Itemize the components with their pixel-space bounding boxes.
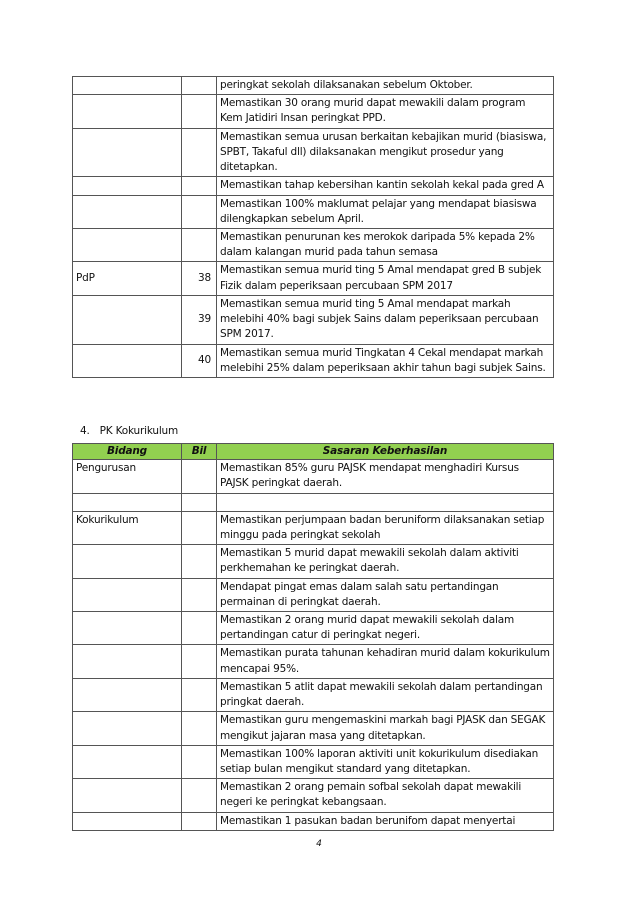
section-title: PK Kokurikulum xyxy=(99,425,179,437)
bil-cell xyxy=(182,511,217,544)
bidang-cell xyxy=(73,295,182,344)
section-heading xyxy=(80,424,178,439)
sasaran-cell: Memastikan perjumpaan badan beruniform dilaksanakan setiap minggu pada peringkat sekolah xyxy=(217,511,554,544)
bil-cell xyxy=(182,95,217,128)
bidang-cell xyxy=(73,745,182,778)
sasaran-cell: Memastikan guru mengemaskini markah bagi PJASK dan SEGAK mengikut jajaran masa yang ditetapkan. xyxy=(217,712,554,745)
table-row xyxy=(73,545,554,578)
header-bidang: Bidang xyxy=(73,444,182,460)
bidang-cell xyxy=(73,645,182,678)
bidang-cell: Pengurusan xyxy=(73,460,182,493)
page-number: 4 xyxy=(316,839,322,849)
table-row xyxy=(73,779,554,812)
bil-cell xyxy=(182,77,217,95)
bidang-cell xyxy=(73,712,182,745)
bidang-cell: Kokurikulum xyxy=(73,511,182,544)
bidang-cell xyxy=(73,344,182,377)
table-row xyxy=(73,493,554,511)
table-row xyxy=(73,460,554,493)
bidang-cell xyxy=(73,493,182,511)
sasaran-cell: Memastikan 2 orang murid dapat mewakili sekolah dalam pertandingan catur di peringkat negeri. xyxy=(217,611,554,644)
bidang-cell: PdP xyxy=(73,262,182,295)
bil-cell: 40 xyxy=(182,344,217,377)
bil-cell xyxy=(182,678,217,711)
sasaran-cell: Memastikan semua murid Tingkatan 4 Cekal mendapat markah melebihi 25% dalam peperiksaan akhir tahun bagi subjek Sains. xyxy=(217,344,554,377)
bil-cell xyxy=(182,195,217,228)
bidang-cell xyxy=(73,195,182,228)
sasaran-cell: Memastikan 5 atlit dapat mewakili sekolah dalam pertandingan pringkat daerah. xyxy=(217,678,554,711)
sasaran-cell: Memastikan semua urusan berkaitan kebajikan murid (biasiswa, SPBT, Takaful dll) dilaksanakan mengikut prosedur yang ditetapkan. xyxy=(217,128,554,177)
table-row xyxy=(73,578,554,611)
table-row xyxy=(73,128,554,177)
bil-cell xyxy=(182,611,217,644)
sasaran-cell: Memastikan semua murid ting 5 Amal mendapat markah melebihi 40% bagi subjek Sains dalam peperiksaan percubaan SPM 2017. xyxy=(217,295,554,344)
sasaran-cell: Memastikan tahap kebersihan kantin sekolah kekal pada gred A xyxy=(217,177,554,195)
table-row xyxy=(73,745,554,778)
bil-cell xyxy=(182,712,217,745)
table-row xyxy=(73,611,554,644)
bil-cell xyxy=(182,745,217,778)
table-row xyxy=(73,712,554,745)
sasaran-cell: Memastikan 2 orang pemain sofbal sekolah dapat mewakili negeri ke peringkat kebangsaan. xyxy=(217,779,554,812)
table-row xyxy=(73,262,554,295)
sasaran-cell: Mendapat pingat emas dalam salah satu pertandingan permainan di peringkat daerah. xyxy=(217,578,554,611)
table-row xyxy=(73,95,554,128)
sasaran-cell: peringkat sekolah dilaksanakan sebelum Oktober. xyxy=(217,77,554,95)
bil-cell xyxy=(182,812,217,830)
bil-cell xyxy=(182,177,217,195)
table-row xyxy=(73,228,554,261)
bil-cell: 39 xyxy=(182,295,217,344)
bidang-cell xyxy=(73,812,182,830)
table-row xyxy=(73,77,554,95)
bidang-cell xyxy=(73,77,182,95)
sasaran-cell xyxy=(217,493,554,511)
bil-cell xyxy=(182,460,217,493)
bil-cell xyxy=(182,578,217,611)
bil-cell xyxy=(182,128,217,177)
section-number: 4. xyxy=(80,425,90,437)
bil-cell xyxy=(182,779,217,812)
header-bil: Bil xyxy=(182,444,217,460)
header-sasaran: Sasaran Keberhasilan xyxy=(217,444,554,460)
bidang-cell xyxy=(73,95,182,128)
bil-cell xyxy=(182,493,217,511)
bil-cell xyxy=(182,645,217,678)
table-row xyxy=(73,295,554,344)
bidang-cell xyxy=(73,177,182,195)
sasaran-cell: Memastikan 85% guru PAJSK mendapat menghadiri Kursus PAJSK peringkat daerah. xyxy=(217,460,554,493)
bidang-cell xyxy=(73,678,182,711)
sasaran-cell: Memastikan 30 orang murid dapat mewakili dalam program Kem Jatidiri Insan peringkat PPD. xyxy=(217,95,554,128)
bidang-cell xyxy=(73,779,182,812)
bidang-cell xyxy=(73,578,182,611)
sasaran-cell: Memastikan 100% laporan aktiviti unit kokurikulum disediakan setiap bulan mengikut standard yang ditetapkan. xyxy=(217,745,554,778)
sasaran-cell: Memastikan purata tahunan kehadiran murid dalam kokurikulum mencapai 95%. xyxy=(217,645,554,678)
bidang-cell xyxy=(73,611,182,644)
table-sasaran-continued xyxy=(72,76,554,378)
sasaran-cell: Memastikan semua murid ting 5 Amal mendapat gred B subjek Fizik dalam peperiksaan percubaan SPM 2017 xyxy=(217,262,554,295)
bil-cell xyxy=(182,545,217,578)
bil-cell: 38 xyxy=(182,262,217,295)
sasaran-cell: Memastikan 100% maklumat pelajar yang mendapat biasiswa dilengkapkan sebelum April. xyxy=(217,195,554,228)
table-row xyxy=(73,645,554,678)
table-row xyxy=(73,678,554,711)
table-row xyxy=(73,177,554,195)
bidang-cell xyxy=(73,228,182,261)
bidang-cell xyxy=(73,128,182,177)
sasaran-cell: Memastikan 5 murid dapat mewakili sekolah dalam aktiviti perkhemahan ke peringkat daerah. xyxy=(217,545,554,578)
sasaran-cell: Memastikan 1 pasukan badan berunifom dapat menyertai xyxy=(217,812,554,830)
table-row xyxy=(73,812,554,830)
table-pk-kokurikulum xyxy=(72,443,554,831)
table-row xyxy=(73,511,554,544)
bidang-cell xyxy=(73,545,182,578)
table-header-row xyxy=(73,444,554,460)
bil-cell xyxy=(182,228,217,261)
sasaran-cell: Memastikan penurunan kes merokok daripada 5% kepada 2% dalam kalangan murid pada tahun semasa xyxy=(217,228,554,261)
table-row xyxy=(73,195,554,228)
table-row xyxy=(73,344,554,377)
